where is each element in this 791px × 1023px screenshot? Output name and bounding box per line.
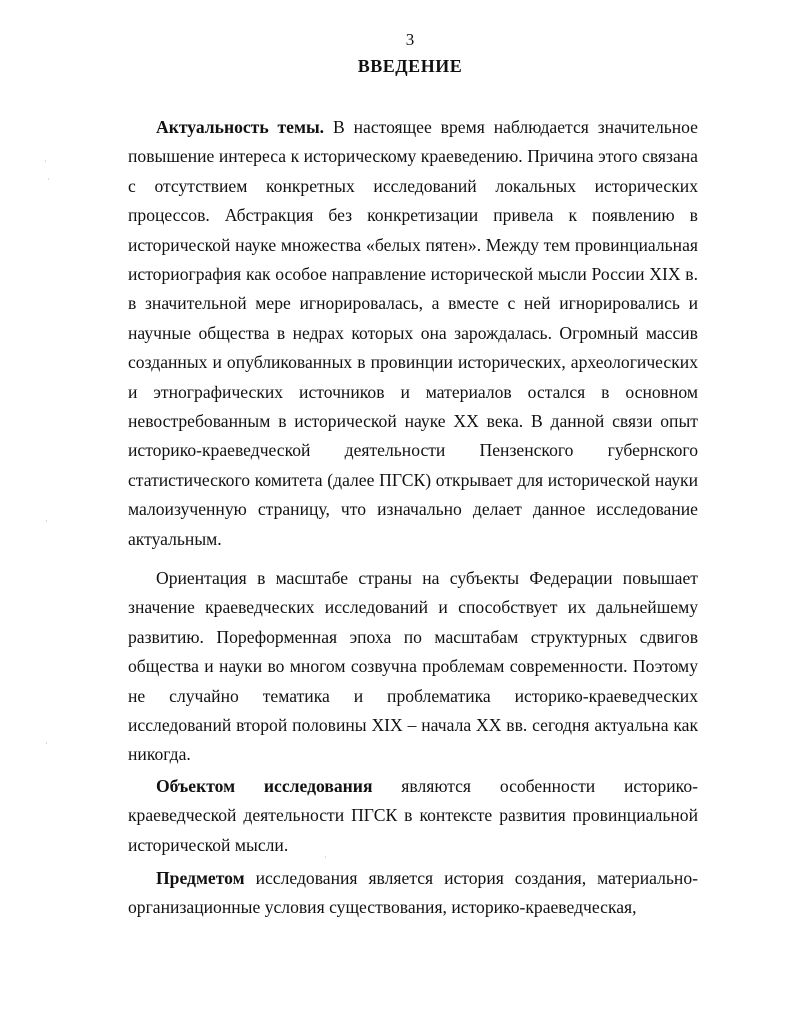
paragraph-text: В настоящее время наблюдается значительное повышение интереса к историческому краеведению. Причина этого связана с отсутствием конкретных исследований локальных исторических процессов. Абстракция без конкретизации привела к появлению в исторической науке множества «белых пятен». Между тем провинциальная историография как особое направление исторической мысли России XIX в. в значительной мере игнорировалась, а вместе с ней игнорировались и научные общества в недрах которых она зарождалась. Огромный массив созданных и опубликованных в провинции исторических, археологических и этнографических источников и материалов остался в основном невостребованным в исторической науке XX века. В данной связи опыт историко-краеведческой деятельности Пензенского губернского статистического комитета (далее ПГСК) открывает для исторической науки малоизученную страницу, что изначально делает данное исследование актуальным. bbox=[128, 117, 698, 549]
scan-speck: · bbox=[45, 517, 48, 526]
section-heading: ВВЕДЕНИЕ bbox=[357, 56, 463, 76]
paragraph-lead: Объектом исследования bbox=[156, 776, 373, 796]
scan-speck: · bbox=[324, 853, 327, 862]
paragraph-subject bbox=[128, 864, 698, 923]
paragraph-orientation bbox=[128, 564, 698, 770]
paragraph-text: Ориентация в масштабе страны на субъекты Федерации повышает значение краеведческих исследований и способствует их дальнейшему развитию. Пореформенная эпоха по масштабам структурных сдвигов общества и науки во многом созвучна проблемам современности. Поэтому не случайно тематика и проблематика историко-краеведческих исследований второй половины XIX – начала XX вв. сегодня актуальна как никогда. bbox=[128, 568, 698, 765]
paragraph-object bbox=[128, 772, 698, 860]
scan-speck: · bbox=[45, 739, 48, 748]
page-number: 3 bbox=[405, 30, 415, 49]
paragraph-relevance bbox=[128, 113, 698, 554]
paragraph-text: исследования является история создания, материально-организационные условия существования, историко-краеведческая, bbox=[128, 868, 698, 918]
scan-speck: · bbox=[44, 157, 47, 166]
paragraph-lead: Актуальность темы. bbox=[156, 117, 325, 137]
paragraph-lead: Предметом bbox=[156, 868, 245, 888]
paragraph-text: являются особенности историко-краеведческой деятельности ПГСК в контексте развития провинциальной исторической мысли. bbox=[128, 776, 698, 855]
scan-speck: · bbox=[47, 175, 50, 184]
